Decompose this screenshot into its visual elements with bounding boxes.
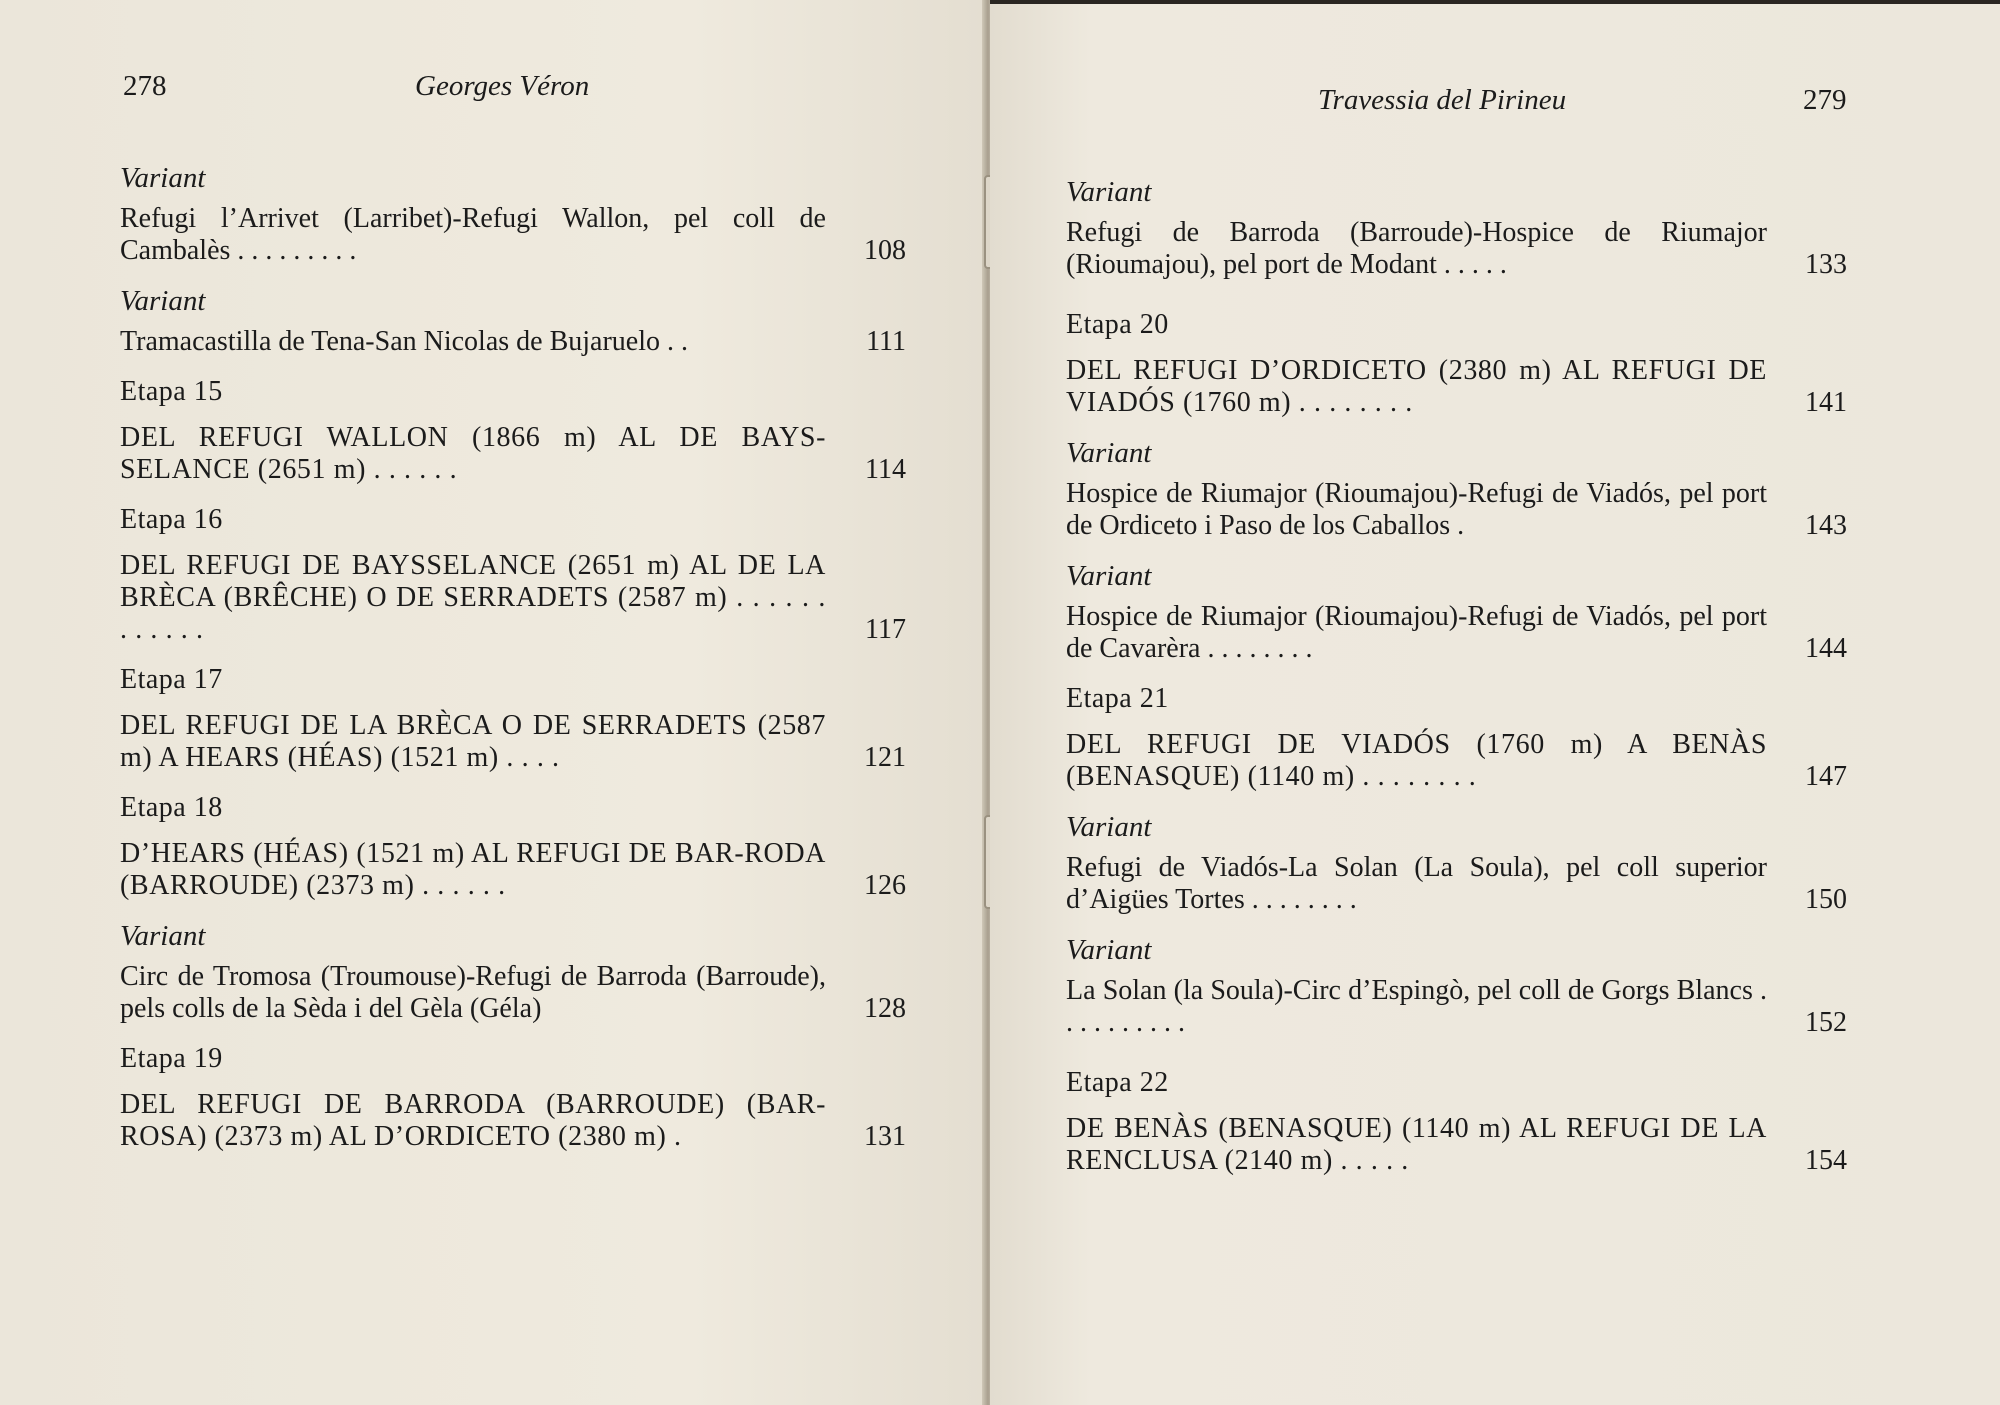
- etapa-heading: Etapa 19: [120, 1043, 223, 1074]
- variant-heading: Variant: [1066, 934, 1152, 966]
- toc-entry-page: 141: [1805, 387, 1847, 418]
- toc-entry-page: 144: [1805, 633, 1847, 664]
- toc-entry[interactable]: [120, 710, 906, 774]
- toc-entry-page: 108: [864, 235, 906, 266]
- variant-heading: Variant: [1066, 811, 1152, 843]
- toc-entry-title: DEL REFUGI WALLON (1866 m) AL DE BAYS-SELANCE (2651 m) . . . . . .: [120, 422, 826, 485]
- variant-heading: Variant: [1066, 437, 1152, 469]
- toc-entry-title: Refugi de Viadós-La Solan (La Soula), pel coll superior d’Aigües Tortes . . . . . . . .: [1066, 852, 1767, 915]
- toc-entry-title: DEL REFUGI DE VIADÓS (1760 m) A BENÀS (BENASQUE) (1140 m) . . . . . . . .: [1066, 729, 1767, 792]
- toc-entry[interactable]: [1066, 852, 1847, 916]
- running-head: Georges Véron: [415, 70, 590, 102]
- toc-entry[interactable]: [120, 838, 906, 902]
- toc-entry[interactable]: [1066, 975, 1847, 1039]
- toc-entry-title: Hospice de Riumajor (Rioumajou)-Refugi de Viadós, pel port de Cavarèra . . . . . . . .: [1066, 601, 1767, 664]
- etapa-heading: Etapa 17: [120, 664, 223, 695]
- toc-entry-title: Hospice de Riumajor (Rioumajou)-Refugi de Viadós, pel port de Ordiceto i Paso de los Caballos .: [1066, 478, 1767, 541]
- toc-entry-page: 154: [1805, 1145, 1847, 1176]
- toc-entry-page: 111: [866, 326, 906, 357]
- toc-entry-title: Circ de Tromosa (Troumouse)-Refugi de Barroda (Barroude), pels colls de la Sèda i del Gèla (Géla): [120, 961, 826, 1024]
- toc-entry-title: Tramacastilla de Tena-San Nicolas de Bujaruelo . .: [120, 326, 688, 357]
- toc-entry[interactable]: [120, 203, 906, 267]
- toc-entry[interactable]: [120, 961, 906, 1025]
- toc-entry[interactable]: [120, 1089, 906, 1153]
- toc-entry-page: 114: [865, 454, 906, 485]
- toc-entry-title: DEL REFUGI D’ORDICETO (2380 m) AL REFUGI DE VIADÓS (1760 m) . . . . . . . .: [1066, 355, 1767, 418]
- toc-entry-page: 117: [865, 614, 906, 645]
- toc-entry[interactable]: [1066, 478, 1847, 542]
- toc-entry-page: 131: [864, 1121, 906, 1152]
- etapa-heading: Etapa 18: [120, 792, 223, 823]
- toc-entry-page: 133: [1805, 249, 1847, 280]
- toc-entry-page: 121: [864, 742, 906, 773]
- toc-entry-title: D’HEARS (HÉAS) (1521 m) AL REFUGI DE BAR-RODA (BARROUDE) (2373 m) . . . . . .: [120, 838, 826, 901]
- toc-entry[interactable]: [1066, 1113, 1847, 1177]
- toc-entry-page: 128: [864, 993, 906, 1024]
- etapa-heading: Etapa 21: [1066, 683, 1169, 714]
- toc-entry-title: Refugi l’Arrivet (Larribet)-Refugi Wallon, pel coll de Cambalès . . . . . . . . .: [120, 203, 826, 266]
- etapa-heading: Etapa 22: [1066, 1067, 1169, 1098]
- toc-entry-page: 150: [1805, 884, 1847, 915]
- toc-entry[interactable]: [120, 422, 906, 486]
- right-page: [990, 0, 2000, 1405]
- toc-entry-title: DEL REFUGI DE LA BRÈCA O DE SERRADETS (2587 m) A HEARS (HÉAS) (1521 m) . . . .: [120, 710, 826, 773]
- variant-heading: Variant: [120, 162, 206, 194]
- running-head: Travessia del Pirineu: [1318, 84, 1567, 116]
- variant-heading: Variant: [1066, 560, 1152, 592]
- toc-entry[interactable]: [120, 326, 906, 358]
- toc-entry-page: 152: [1805, 1007, 1847, 1038]
- toc-entry[interactable]: [1066, 729, 1847, 793]
- toc-entry-title: Refugi de Barroda (Barroude)-Hospice de Riumajor (Rioumajou), pel port de Modant . . . . .: [1066, 217, 1767, 280]
- page-number: 279: [1803, 84, 1847, 116]
- etapa-heading: Etapa 15: [120, 376, 223, 407]
- etapa-heading: Etapa 20: [1066, 309, 1169, 340]
- page-number: 278: [123, 70, 167, 102]
- variant-heading: Variant: [1066, 176, 1152, 208]
- etapa-heading: Etapa 16: [120, 504, 223, 535]
- toc-entry[interactable]: [1066, 601, 1847, 665]
- toc-entry-page: 147: [1805, 761, 1847, 792]
- toc-entry-title: DEL REFUGI DE BAYSSELANCE (2651 m) AL DE LA BRÈCA (BRÊCHE) O DE SERRADETS (2587 m) . . . . . . . . . . . .: [120, 550, 826, 645]
- toc-entry-title: La Solan (la Soula)-Circ d’Espingò, pel coll de Gorgs Blancs . . . . . . . . . .: [1066, 975, 1767, 1038]
- toc-entry-page: 143: [1805, 510, 1847, 541]
- variant-heading: Variant: [120, 920, 206, 952]
- toc-entry-page: 126: [864, 870, 906, 901]
- table-of-contents-right: [1066, 176, 1847, 1195]
- toc-entry-title: DE BENÀS (BENASQUE) (1140 m) AL REFUGI DE LA RENCLUSA (2140 m) . . . . .: [1066, 1113, 1767, 1176]
- toc-entry[interactable]: [1066, 355, 1847, 419]
- table-of-contents-left: [120, 162, 906, 1171]
- toc-entry[interactable]: [1066, 217, 1847, 281]
- left-page-header: [123, 70, 863, 103]
- toc-entry[interactable]: [120, 550, 906, 646]
- variant-heading: Variant: [120, 285, 206, 317]
- left-page: [0, 0, 985, 1405]
- toc-entry-title: DEL REFUGI DE BARRODA (BARROUDE) (BAR-ROSA) (2373 m) AL D’ORDICETO (2380 m) .: [120, 1089, 826, 1152]
